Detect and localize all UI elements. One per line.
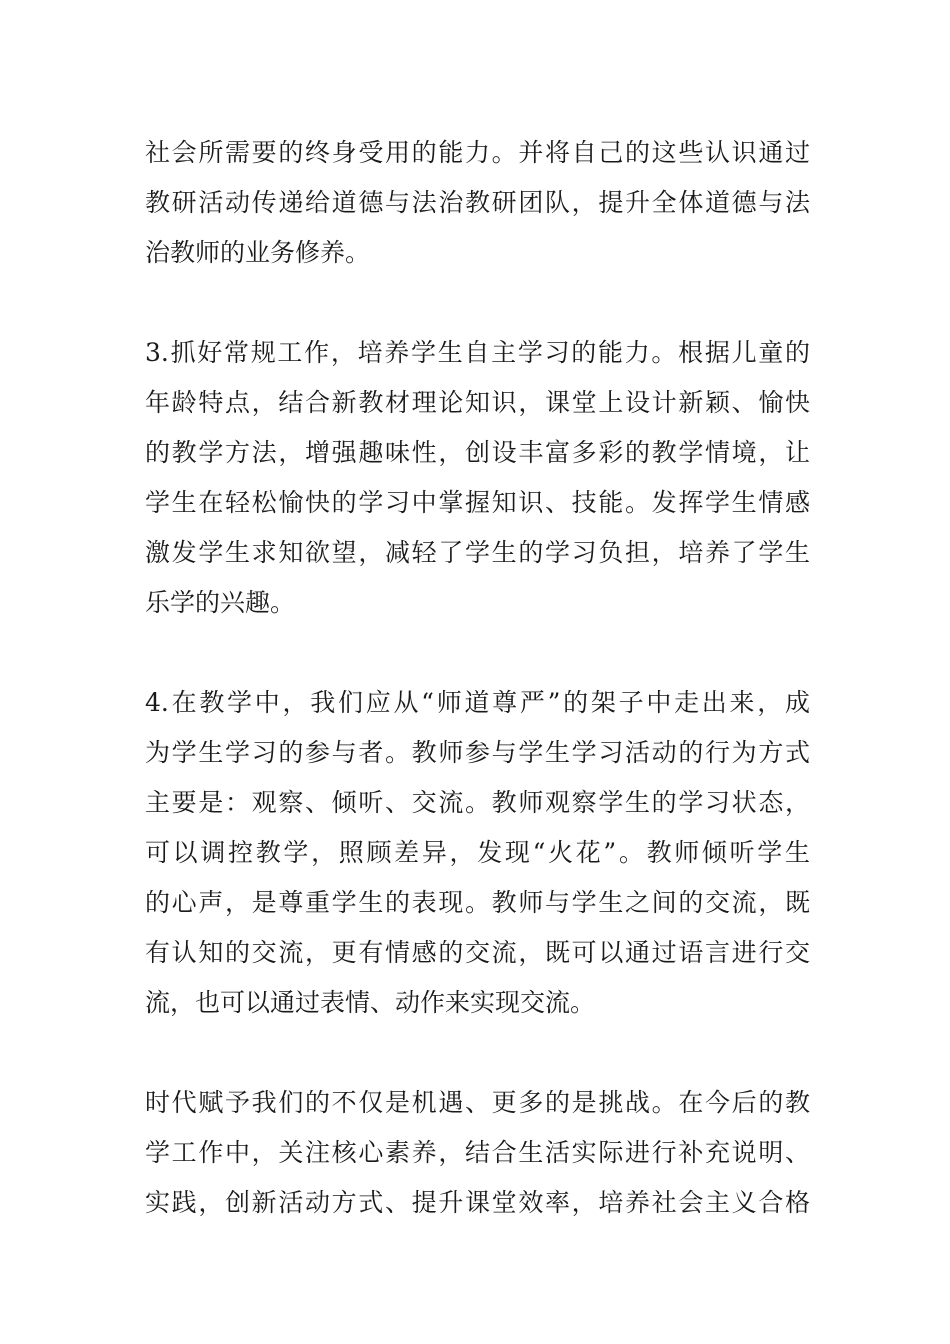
text-line: 时代赋予我们的不仅是机遇、更多的是挑战。在今后的教 xyxy=(145,1088,810,1117)
text-line: 流，也可以通过表情、动作来实现交流。 xyxy=(145,988,596,1017)
text-line: 的心声，是尊重学生的表现。教师与学生之间的交流，既 xyxy=(145,888,810,917)
text-line: 可以调控教学，照顾差异，发现“火花”。教师倾听学生 xyxy=(145,838,810,867)
text-line: 实践，创新活动方式、提升课堂效率，培养社会主义合格 xyxy=(145,1188,810,1217)
paragraph-teacher-literacy xyxy=(145,128,810,278)
text-line: 社会所需要的终身受用的能力。并将自己的这些认识通过 xyxy=(145,138,810,167)
text-line: 治教师的业务修养。 xyxy=(145,238,371,267)
text-line: 学生在轻松愉快的学习中掌握知识、技能。发挥学生情感 xyxy=(145,488,810,517)
document-body xyxy=(145,128,810,1228)
text-line: 主要是：观察、倾听、交流。教师观察学生的学习状态， xyxy=(145,788,810,817)
text-line: 3.抓好常规工作，培养学生自主学习的能力。根据儿童的 xyxy=(145,338,810,367)
text-line: 4.在教学中，我们应从“师道尊严”的架子中走出来，成 xyxy=(145,688,810,717)
paragraph-point-3 xyxy=(145,328,810,628)
text-line: 为学生学习的参与者。教师参与学生学习活动的行为方式 xyxy=(145,738,810,767)
text-line: 年龄特点，结合新教材理论知识，课堂上设计新颖、愉快 xyxy=(145,388,810,417)
paragraph-gap xyxy=(145,628,810,678)
paragraph-gap xyxy=(145,1028,810,1078)
text-line: 学工作中，关注核心素养，结合生活实际进行补充说明、 xyxy=(145,1138,810,1167)
paragraph-gap xyxy=(145,278,810,328)
text-line: 乐学的兴趣。 xyxy=(145,588,296,617)
text-line: 激发学生求知欲望，减轻了学生的学习负担，培养了学生 xyxy=(145,538,810,567)
paragraph-point-4 xyxy=(145,678,810,1028)
text-line: 有认知的交流，更有情感的交流，既可以通过语言进行交 xyxy=(145,938,810,967)
text-line: 教研活动传递给道德与法治教研团队，提升全体道德与法 xyxy=(145,188,810,217)
text-line: 的教学方法，增强趣味性，创设丰富多彩的教学情境，让 xyxy=(145,438,810,467)
paragraph-conclusion xyxy=(145,1078,810,1228)
